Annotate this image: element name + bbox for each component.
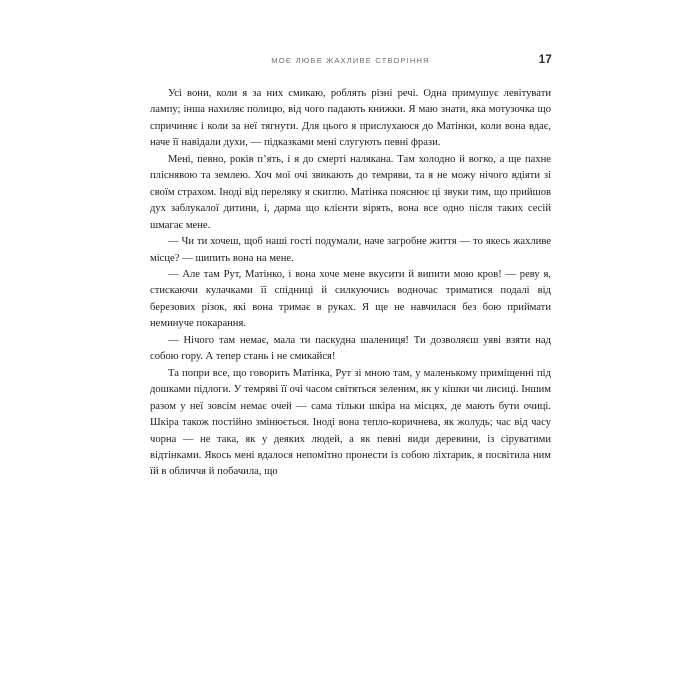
paragraph: Та попри все, що говорить Матінка, Рут зі мною там, у маленькому приміщенні під дошками підлоги. У темряві її очі часом світяться зеленим, як у кішки чи лисиці. Іншим разом у неї зовсім немає очей — сама тільки шкіра на місцях, де мають бути очиці. Шкіра також постійно змінюється. Іноді вона тепло-коричнева, як жолудь; час від часу чорна — не така, як у деяких людей, а як певні види деревини, із сіруватими відтінками. Якось мені вдалося непомітно пронести із собою ліхтарик, я посвітила ним їй в обличчя й побачила, що: [150, 367, 551, 478]
running-head-title: МОЄ ЛЮБЕ ЖАХЛИВЕ СТВОРІННЯ: [271, 56, 430, 65]
body-text-block: [150, 86, 551, 481]
page-number: 17: [538, 54, 552, 66]
paragraph: Усі вони, коли я за них смикаю, роблять різні речі. Одна примушує левітувати лампу; інша нахиляє полицю, від чого падають книжки. Я маю знати, яка мотузочка що спричиняє і коли за неї тягнути. Для цього я прислухаюся до Матінки, коли вона вдає, наче її навідали духи, — підказками мені слугують певні фрази.: [150, 88, 551, 149]
page-header: [150, 54, 551, 68]
paragraph: Мені, певно, років п’ять, і я до смерті налякана. Там холодно й вогко, а ще пахне пліснявою та землею. Хоч мої очі звикають до темряви, та я не можу нічого вдіяти зі своїм страхом. Іноді від переляку я скиглю. Матінка пояснює ці звуки тим, що прийшов дух заблукалої дитини, і, дарма що клієнти вірять, вона все одно після таких сесій шмагає мене.: [150, 153, 551, 231]
paragraph-dialogue: — Але там Рут, Матінко, і вона хоче мене вкусити й випити мою кров! — реву я, стискаючи кулачками її спідниці й силкуючись водночас триматися подалі від березових різок, які вона тримає в руках. Я ще не навчилася без бою приймати неминуче покарання.: [150, 268, 551, 330]
paragraph-dialogue: — Нічого там немає, мала ти паскудна шалениця! Ти дозволяєш уяві взяти над собою гору. А тепер стань і не смикайся!: [150, 334, 551, 363]
paragraph-dialogue: — Чи ти хочеш, щоб наші гості подумали, наче загробне життя — то якесь жахливе місце? — шипить вона на мене.: [150, 236, 551, 264]
